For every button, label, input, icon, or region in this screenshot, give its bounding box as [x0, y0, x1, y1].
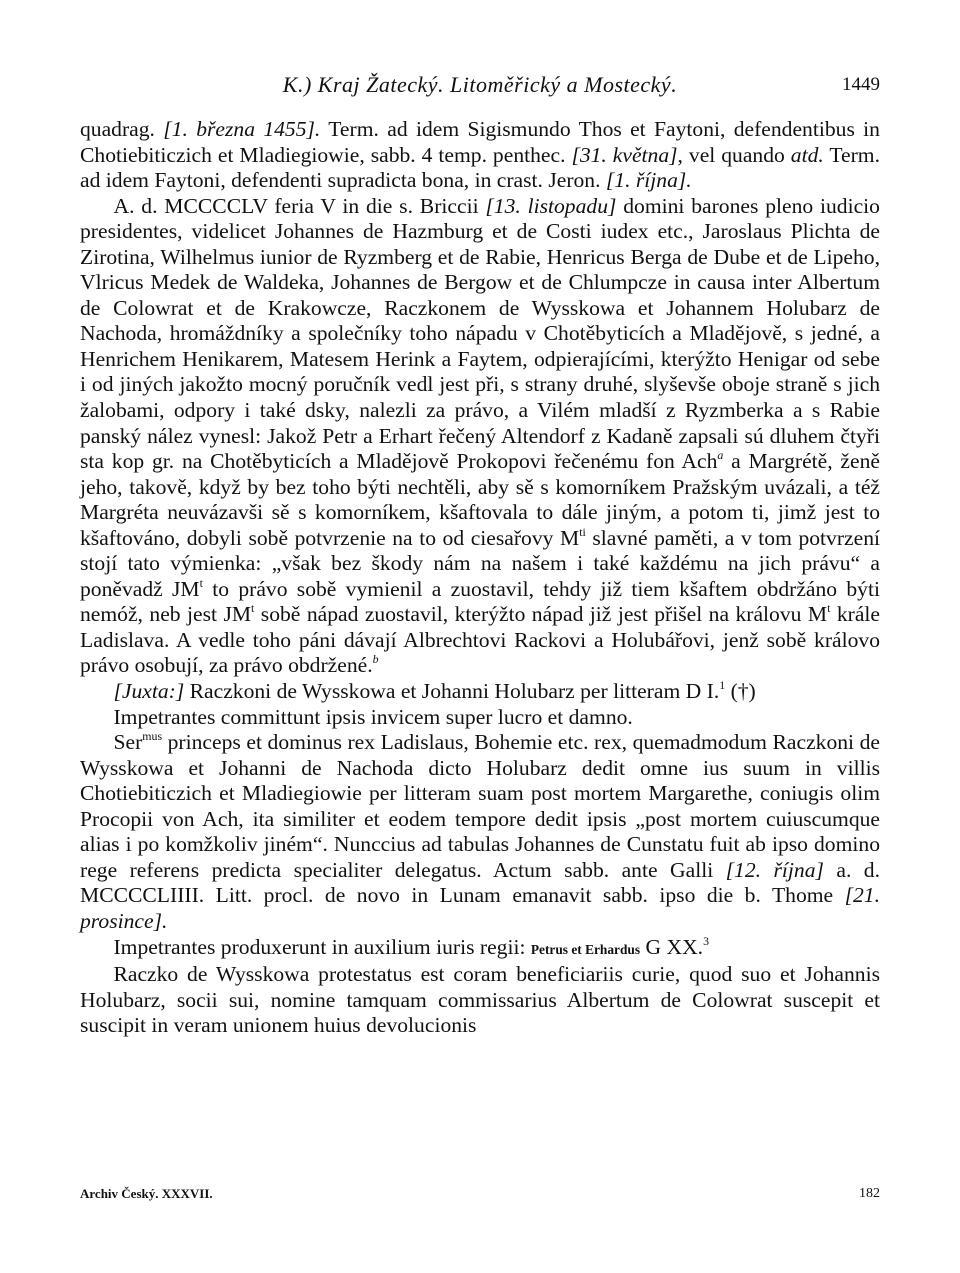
- text-run: Raczkoni de Wysskowa et Johanni Holubarz per litteram D I.: [184, 679, 720, 704]
- paragraph: [80, 935, 880, 963]
- text-run: G XX.: [640, 934, 704, 959]
- superscript: t: [251, 601, 255, 616]
- superscript: t: [827, 601, 831, 616]
- text-run: quadrag.: [80, 117, 164, 141]
- text-run: Impetrantes committunt ipsis invicem super lucro et damno.: [113, 704, 633, 729]
- italic-text: [13. listopadu]: [485, 193, 617, 218]
- text-run: Raczko de Wysskowa protestatus est coram beneficiariis curie, quod suo et Johannis Holubarz, socii sui, nomine tamquam commissarius Albertum de Colowrat suscepit et suscipit in veram unionem huius devolucionis: [80, 962, 880, 1038]
- italic-text: [1. března 1455].: [163, 117, 321, 141]
- paragraph: [80, 705, 880, 731]
- italic-text: atd.: [790, 142, 824, 167]
- text-run: Impetrantes produxerunt in auxilium iuris regii:: [113, 934, 531, 959]
- footer-signature-number: 182: [859, 1186, 880, 1201]
- superscript: ti: [579, 524, 586, 539]
- text-run: A. d. MCCCCLV feria V in die s. Briccii: [113, 193, 486, 218]
- running-header-title: K.) Kraj Žatecký. Litoměřický a Mostecký.: [282, 72, 678, 97]
- superscript: a: [717, 448, 724, 463]
- italic-text: [1. října].: [605, 168, 692, 193]
- superscript: mus: [142, 729, 163, 744]
- body-text: [80, 117, 880, 1039]
- text-run: Ser: [113, 730, 143, 755]
- text-run: (†): [725, 679, 756, 704]
- italic-text: [12. října]: [725, 857, 824, 882]
- superscript: 1: [719, 678, 726, 693]
- text-run: Petrus et Erhardus: [530, 941, 641, 957]
- page-footer: [80, 1186, 880, 1210]
- paragraph: [80, 962, 880, 1039]
- text-run: domini barones pleno iudicio presidentes, videlicet Johannes de Hazmburg et de Costi iudex etc., Jaroslaus Plichta de Zirotina, Wilhelmus iunior de Ryzmberg et de Rabie, Henricus Berga de Dube et de Lipeho, Vlricus Medek de Waldeka, Johannes de Bergow et de Chlumpcze in causa inter Albertum de Colowrat et de Krakowcze, Raczkonem de Wysskowa et Johannem Holubarz de Nachoda, hromáždníky a společníky toho nápadu v Chotěbyticích a Mladějově, s jedné, a Henrichem Henikarem, Matesem Herink a Faytem, odpierajícími, kterýžto Henigar od sebe i od jiných jakožto mocný poručník vedl jest při, s strany druhé, slyševše oboje straně s jich žalobami, odpory i také dsky, nalezli za právo, a Vilém mladší z Ryzmberka a s Rabie panský nález vynesl: Jakož Petr a Erhart řečený Altendorf z Kadaně zapsali sú dluhem čtyři sta kop gr. na Chotěbyticích a Mladějově Prokopovi řečenému fon Ach: [80, 193, 880, 474]
- paragraph: [80, 117, 880, 194]
- paragraph: [80, 194, 880, 679]
- superscript: b: [372, 652, 379, 667]
- text-run: princeps et dominus rex Ladislaus, Bohemie etc. rex, quemadmodum Raczkoni de Wysskowa et Johanni de Nachoda dicto Holubarz dedit omne ius suum in villis Chotiebiticzich et Mladiegiowie per litteram suam post mortem Margarethe, coniugis olim Procopii von Ach, ita similiter et eodem tempore dedit ipsis „post mortem cuiuscumque alias i po komžkoliv jiném“. Nunccius ad tabulas Johannes de Cunstatu fuit ab ipso domino rege referens predicta specialiter delegatus. Actum sabb. ante Galli: [80, 730, 880, 882]
- text-run: a. d. MCCCCLIIII. Litt. procl. de novo in Lunam emanavit sabb. ipso die b. Thome: [80, 857, 880, 908]
- italic-text: [Juxta:]: [113, 679, 185, 704]
- text-run: , vel quando: [677, 142, 791, 167]
- text-run: sobě nápad zuostavil, kterýžto nápad již jest přišel na královu M: [254, 602, 828, 627]
- text-run: krále Ladislava. A vedle toho páni dávají Albrechtovi Rackovi a Holubářovi, jenž sobě královo právo osobují, za právo obdržené.: [80, 602, 881, 678]
- text-run: slavné paměti, a v tom potvrzení stojí tato výmienka: „však bez škody nám na našem i také každému na jich právu“ a poněvadž JM: [80, 525, 880, 601]
- italic-text: [31. května]: [571, 142, 678, 167]
- paragraph: [80, 679, 880, 705]
- text-run: a Margrétě, ženě jeho, takově, když by bez toho býti nechtěli, aby sě s komorníkem Pražským uvázali, a též Margréta neuvázavši sě s komorníkem, kšaftovala to dále jiným, a potom ti, jimž jest to kšaftováno, dobyli sobě potvrzenie na to od ciesařovy M: [80, 449, 880, 550]
- page-number: 1449: [842, 74, 880, 95]
- superscript: 3: [703, 933, 710, 948]
- superscript: t: [199, 575, 203, 590]
- text-run: Term. ad idem Sigismundo Thos et Faytoni, defendentibus in Chotiebiticzich et Mladiegiowie, sabb. 4 temp. penthec.: [80, 117, 880, 167]
- running-header: [80, 72, 880, 102]
- paragraph: [80, 730, 880, 934]
- footer-publication: Archiv Český. XXXVII.: [80, 1186, 213, 1201]
- text-run: Term. ad idem Faytoni, defendenti supradicta bona, in crast. Jeron.: [80, 142, 881, 193]
- italic-text: [21. prosince].: [80, 883, 880, 933]
- text-run: to právo sobě vymienil a zuostavil, tehdy již tiem kšaftem obdržáno býti nemóž, neb jest JM: [80, 576, 880, 627]
